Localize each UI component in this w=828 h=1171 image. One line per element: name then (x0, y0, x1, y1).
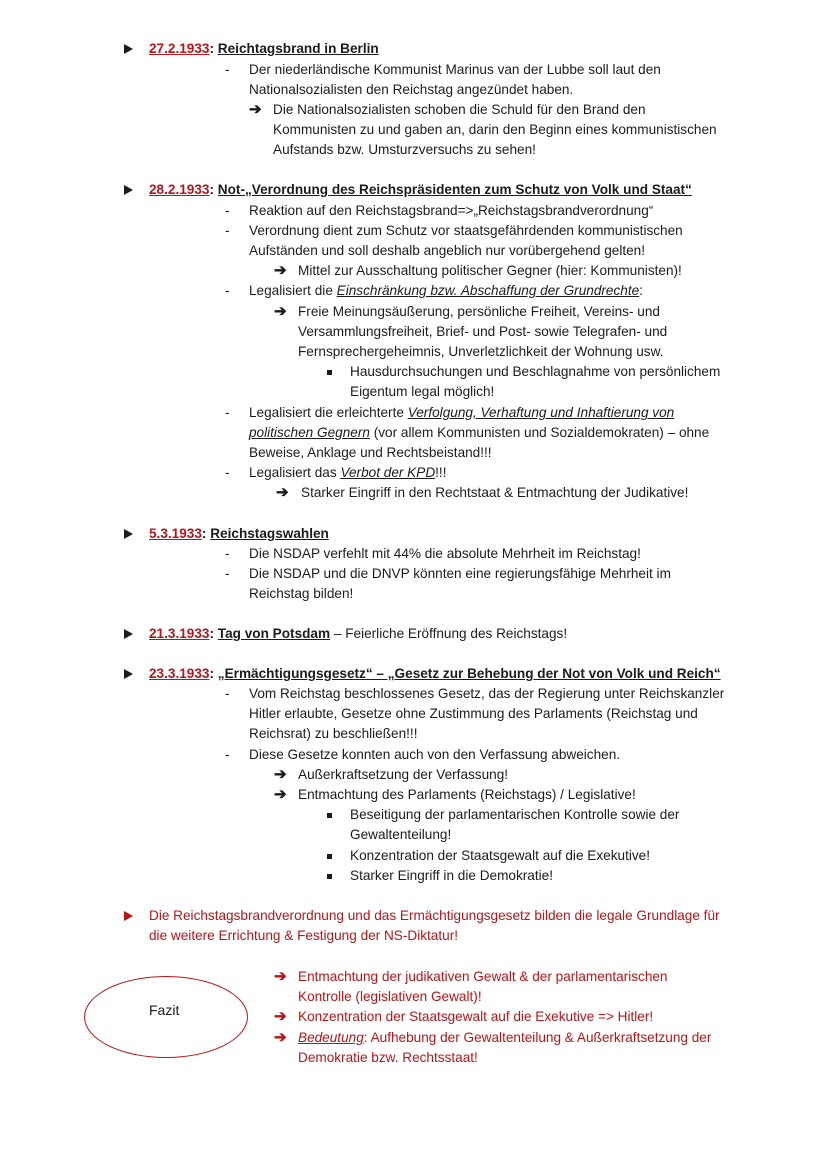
sub-bullet-text: Hausdurchsuchungen und Beschlagnahme von persönlichem (350, 364, 721, 379)
heading-title: Not-„Verordnung des Reichspräsidenten zum Schutz von Volk und Staat“ (217, 182, 692, 197)
fazit-text: Bedeutung: Aufhebung der Gewaltenteilung & Außerkraftsetzung der (298, 1030, 712, 1045)
section-heading: 5.3.1933: Reichstagswahlen (149, 526, 329, 541)
bullet-text: Hitler erlaubte, Gesetze ohne Zustimmung des Parlaments (Reichstag und (249, 706, 698, 721)
fazit-label: Fazit (149, 1002, 180, 1018)
fazit-text: Entmachtung der judikativen Gewalt & der parlamentarischen (298, 969, 668, 984)
heading-title: Reichtagsbrand in Berlin (217, 41, 379, 56)
emphasis-text: Verfolgung, Verhaftung und Inhaftierung von (407, 405, 675, 420)
heading-title: Tag von Potsdam (217, 626, 331, 641)
bullet-arrowhead-icon (124, 911, 133, 921)
arrow-right-icon: ➔ (274, 262, 287, 279)
arrow-text: Mittel zur Ausschaltung politischer Gegner (hier: Kommunisten)! (298, 263, 682, 278)
bullet-arrowhead-icon (124, 629, 133, 639)
bullet-text: Legalisiert die Einschränkung bzw. Abschaffung der Grundrechte: (249, 283, 643, 298)
arrow-text: Kommunisten zu und gaben an, darin den Beginn eines kommunistischen (273, 122, 717, 137)
bullet-arrowhead-icon (124, 669, 133, 679)
sub-bullet-text: Beseitigung der parlamentarischen Kontrolle sowie der (350, 807, 680, 822)
arrow-text: Fernsprechergeheimnis, Unverletzlichkeit der Wohnung usw. (298, 344, 664, 359)
dash-bullet: - (225, 747, 230, 762)
heading-date: 5.3.1933 (149, 526, 202, 541)
bullet-text: Der niederländische Kommunist Marinus van der Lubbe soll laut den (249, 62, 661, 77)
heading-date: 23.3.1933 (149, 666, 210, 681)
emphasis-text: Bedeutung (298, 1030, 364, 1045)
section-heading: 23.3.1933: „Ermächtigungsgesetz“ – „Gesetz zur Behebung der Not von Volk und Reich“ (149, 666, 721, 681)
arrow-text: Aufstands bzw. Umsturzversuchs zu sehen! (273, 142, 536, 157)
conclusion-text: die weitere Errichtung & Festigung der NS-Diktatur! (149, 928, 459, 943)
bullet-text: Reichstag bilden! (249, 586, 354, 601)
arrow-text: Starker Eingriff in den Rechtstaat & Entmachtung der Judikative! (301, 485, 689, 500)
square-bullet-icon (327, 370, 332, 375)
dash-bullet: - (225, 283, 230, 298)
fazit-text: Konzentration der Staatsgewalt auf die Exekutive => Hitler! (298, 1009, 654, 1024)
bullet-arrowhead-icon (124, 529, 133, 539)
square-bullet-icon (327, 813, 332, 818)
bullet-text: Reichsrat) zu beschließen!!! (249, 726, 418, 741)
emphasis-text: Einschränkung bzw. Abschaffung der Grundrechte (336, 283, 640, 298)
arrow-right-icon: ➔ (276, 484, 289, 501)
section-heading: 28.2.1933: Not-„Verordnung des Reichspräsidenten zum Schutz von Volk und Staat“ (149, 182, 692, 197)
arrow-right-icon: ➔ (274, 766, 287, 783)
square-bullet-icon (327, 854, 332, 859)
conclusion-text: Die Reichstagsbrandverordnung und das Ermächtigungsgesetz bilden die legale Grundlage für (149, 908, 720, 923)
fazit-text: Kontrolle (legislativen Gewalt)! (298, 989, 482, 1004)
arrow-right-icon: ➔ (274, 786, 287, 803)
bullet-text: Reaktion auf den Reichstagsbrand=>„Reichstagsbrandverordnung“ (249, 203, 654, 218)
arrow-right-icon: ➔ (274, 303, 287, 320)
dash-bullet: - (225, 465, 230, 480)
emphasis-text: politischen Gegnern (249, 425, 370, 440)
section-heading: 21.3.1933: Tag von Potsdam – Feierliche Eröffnung des Reichstags! (149, 626, 568, 641)
dash-bullet: - (225, 546, 230, 561)
arrow-text: Die Nationalsozialisten schoben die Schuld für den Brand den (273, 102, 646, 117)
arrow-right-icon: ➔ (249, 101, 262, 118)
bullet-arrowhead-icon (124, 44, 133, 54)
dash-bullet: - (225, 566, 230, 581)
arrow-text: Außerkraftsetzung der Verfassung! (298, 767, 509, 782)
bullet-text: Die NSDAP verfehlt mit 44% die absolute Mehrheit im Reichstag! (249, 546, 641, 561)
dash-bullet: - (225, 223, 230, 238)
emphasis-text: Verbot der KPD (340, 465, 436, 480)
bullet-text: Beweise, Anklage und Rechtsbeistand!!! (249, 445, 492, 460)
sub-bullet-text: Gewaltenteilung! (350, 827, 452, 842)
bullet-text: Diese Gesetze konnten auch von den Verfassung abweichen. (249, 747, 621, 762)
bullet-arrowhead-icon (124, 185, 133, 195)
arrow-text: Freie Meinungsäußerung, persönliche Freiheit, Vereins- und (298, 304, 660, 319)
dash-bullet: - (225, 203, 230, 218)
dash-bullet: - (225, 405, 230, 420)
bullet-text: politischen Gegnern (vor allem Kommunisten und Sozialdemokraten) – ohne (249, 425, 710, 440)
bullet-text: Aufständen und soll deshalb angeblich nur vorübergehend gelten! (249, 243, 646, 258)
heading-date: 21.3.1933 (149, 626, 210, 641)
square-bullet-icon (327, 874, 332, 879)
arrow-right-icon: ➔ (274, 1008, 287, 1025)
fazit-text: Demokratie bzw. Rechtsstaat! (298, 1050, 478, 1065)
heading-date: 27.2.1933 (149, 41, 210, 56)
sub-bullet-text: Eigentum legal möglich! (350, 384, 495, 399)
bullet-text: Nationalsozialisten den Reichstag angezündet haben. (249, 82, 574, 97)
sub-bullet-text: Starker Eingriff in die Demokratie! (350, 868, 553, 883)
bullet-text: Die NSDAP und die DNVP könnten eine regierungsfähige Mehrheit im (249, 566, 671, 581)
dash-bullet: - (225, 686, 230, 701)
bullet-text: Legalisiert das Verbot der KPD!!! (249, 465, 447, 480)
bullet-text: Verordnung dient zum Schutz vor staatsgefährdenden kommunistischen (249, 223, 683, 238)
section-heading: 27.2.1933: Reichtagsbrand in Berlin (149, 41, 379, 56)
heading-title: „Ermächtigungsgesetz“ – „Gesetz zur Behebung der Not von Volk und Reich“ (217, 666, 721, 681)
arrow-right-icon: ➔ (274, 968, 287, 985)
bullet-text: Legalisiert die erleichterte Verfolgung, Verhaftung und Inhaftierung von (249, 405, 675, 420)
sub-bullet-text: Konzentration der Staatsgewalt auf die Exekutive! (350, 848, 650, 863)
arrow-text: Entmachtung des Parlaments (Reichstags) / Legislative! (298, 787, 636, 802)
arrow-right-icon: ➔ (274, 1029, 287, 1046)
arrow-text: Versammlungsfreiheit, Brief- und Post- sowie Telegrafen- und (298, 324, 668, 339)
heading-date: 28.2.1933 (149, 182, 210, 197)
bullet-text: Vom Reichstag beschlossenes Gesetz, das der Regierung unter Reichskanzler (249, 686, 725, 701)
dash-bullet: - (225, 62, 230, 77)
heading-rest: – Feierliche Eröffnung des Reichstags! (330, 626, 568, 641)
heading-title: Reichstagswahlen (210, 526, 329, 541)
